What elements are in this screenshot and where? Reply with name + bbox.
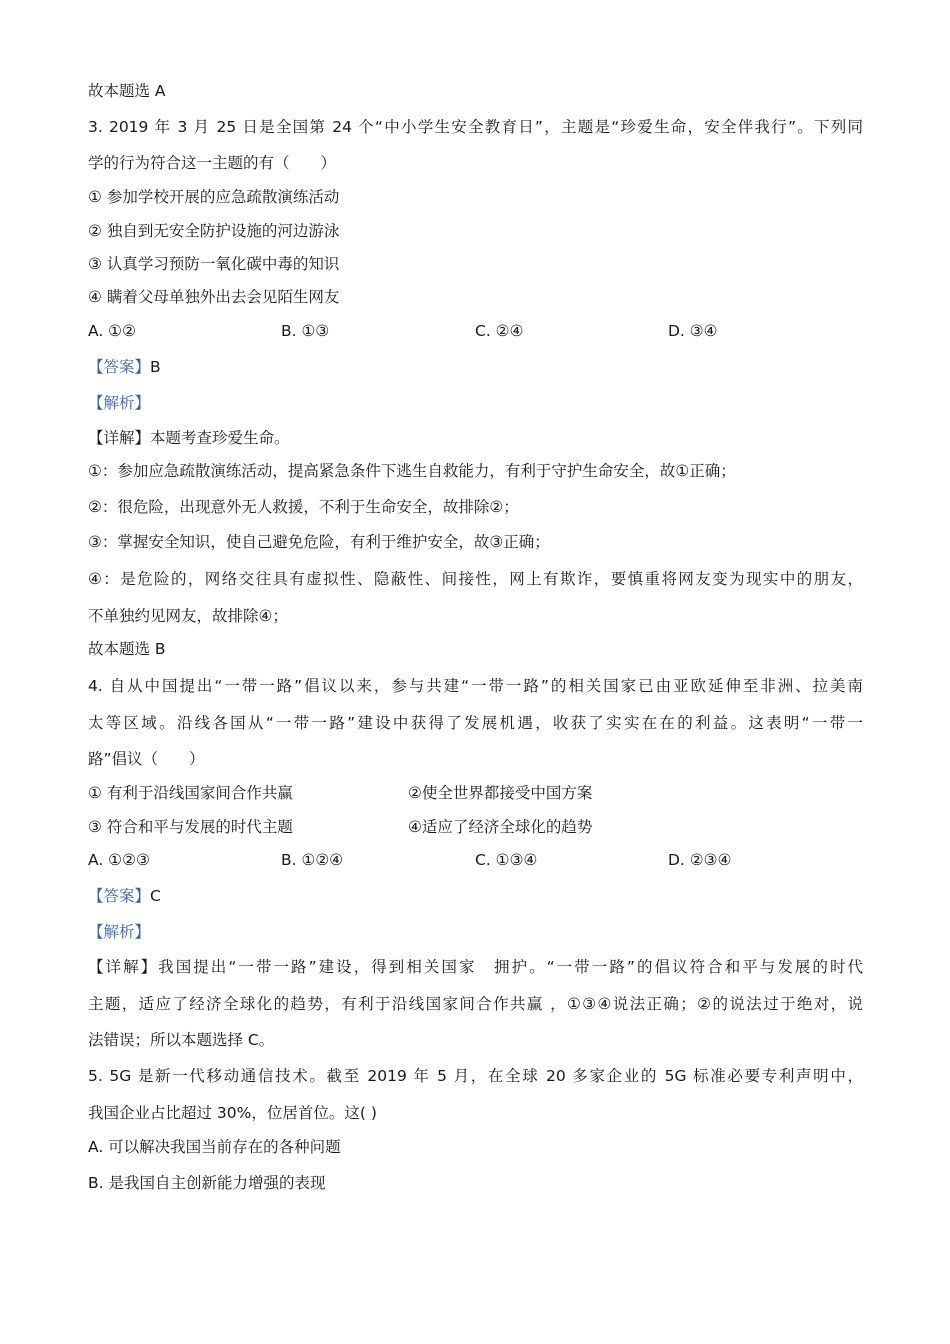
q2-conclusion: 故本题选 A (88, 82, 166, 100)
q3-analysis-tag: 【解析】 (88, 394, 151, 412)
q3-explanation-5: 不单独约见网友，故排除④； (88, 607, 288, 625)
q4-detail-line-3: 法错误；所以本题选择 C。 (88, 1031, 275, 1049)
q3-option-a: A. ①② (88, 322, 136, 340)
q5-stem-line-2: 我国企业占比超过 30%，位居首位。这( ) (88, 1104, 377, 1122)
detail-text: 我国提出“一带一路”建设，得到相关国家 拥护。“一带一路”的倡议符合和平与发展的时代 (158, 958, 863, 976)
q3-explanation-1: ①：参加应急疏散演练活动，提高紧急条件下逃生自救能力，有利于守护生命安全，故①正确； (88, 462, 736, 480)
q3-stem-line-2: 学的行为符合这一主题的有（ ） (88, 154, 337, 172)
q3-item-1: ① 参加学校开展的应急疏散演练活动 (88, 188, 340, 206)
q4-option-c: C. ①③④ (475, 851, 538, 869)
answer-tag: 【答案】 (88, 358, 151, 376)
q3-item-3: ③ 认真学习预防一氧化碳中毒的知识 (88, 255, 340, 273)
q4-item-2: ②使全世界都接受中国方案 (408, 784, 593, 802)
q4-item-4: ④适应了经济全球化的趋势 (408, 818, 593, 836)
q3-explanation-2: ②：很危险，出现意外无人救援，不利于生命安全，故排除②； (88, 498, 519, 516)
q4-stem-line-2: 太等区域。沿线各国从“一带一路”建设中获得了发展机遇，收获了实实在在的利益。这表明“一带一 (88, 714, 863, 732)
q4-stem-line-1: 4. 自从中国提出“一带一路”倡议以来，参与共建“一带一路”的相关国家已由亚欧延伸至非洲、拉美南 (88, 677, 863, 695)
q3-option-c: C. ②④ (475, 322, 524, 340)
q4-option-b: B. ①②④ (281, 851, 344, 869)
answer-value: B (150, 358, 161, 376)
q3-conclusion: 故本题选 B (88, 640, 166, 658)
q3-option-b: B. ①③ (281, 322, 330, 340)
q3-item-2: ② 独自到无安全防护设施的河边游泳 (88, 222, 340, 240)
q3-stem-line-1: 3. 2019 年 3 月 25 日是全国第 24 个“中小学生安全教育日”，主题是“珍爱生命，安全伴我行”。下列同 (88, 118, 863, 136)
detail-tag: 【详解】 (88, 429, 151, 447)
answer-tag: 【答案】 (88, 887, 151, 905)
answer-value: C (150, 887, 161, 905)
q4-item-3: ③ 符合和平与发展的时代主题 (88, 818, 293, 836)
q4-stem-line-3: 路”倡议（ ） (88, 750, 205, 768)
q4-answer (88, 886, 863, 906)
q5-stem-line-1: 5. 5G 是新一代移动通信技术。截至 2019 年 5 月，在全球 20 多家企业的 5G 标准必要专利声明中， (88, 1067, 863, 1085)
q3-answer (88, 357, 863, 377)
q4-item-1: ① 有利于沿线国家间合作共赢 (88, 784, 293, 802)
q3-item-4: ④ 瞒着父母单独外出去会见陌生网友 (88, 288, 340, 306)
q3-option-d: D. ③④ (668, 322, 718, 340)
q4-detail-line-1 (88, 957, 863, 977)
q3-explanation-3: ③：掌握安全知识，使自己避免危险，有利于维护安全，故③正确； (88, 533, 550, 551)
q4-analysis-tag: 【解析】 (88, 923, 151, 941)
q5-option-a: A. 可以解决我国当前存在的各种问题 (88, 1138, 341, 1156)
detail-tag: 【详解】 (88, 958, 159, 976)
q4-detail-line-2: 主题，适应了经济全球化的趋势，有利于沿线国家间合作共赢 ，①③④说法正确；②的说法过于绝对，说 (88, 995, 863, 1013)
q4-option-a: A. ①②③ (88, 851, 150, 869)
q3-explanation-4: ④：是危险的，网络交往具有虚拟性、隐蔽性、间接性，网上有欺诈，要慎重将网友变为现实中的朋友， (88, 570, 863, 588)
q3-detail (88, 428, 863, 448)
q5-option-b: B. 是我国自主创新能力增强的表现 (88, 1174, 326, 1192)
q4-option-d: D. ②③④ (668, 851, 732, 869)
detail-intro: 本题考查珍爱生命。 (150, 429, 290, 447)
